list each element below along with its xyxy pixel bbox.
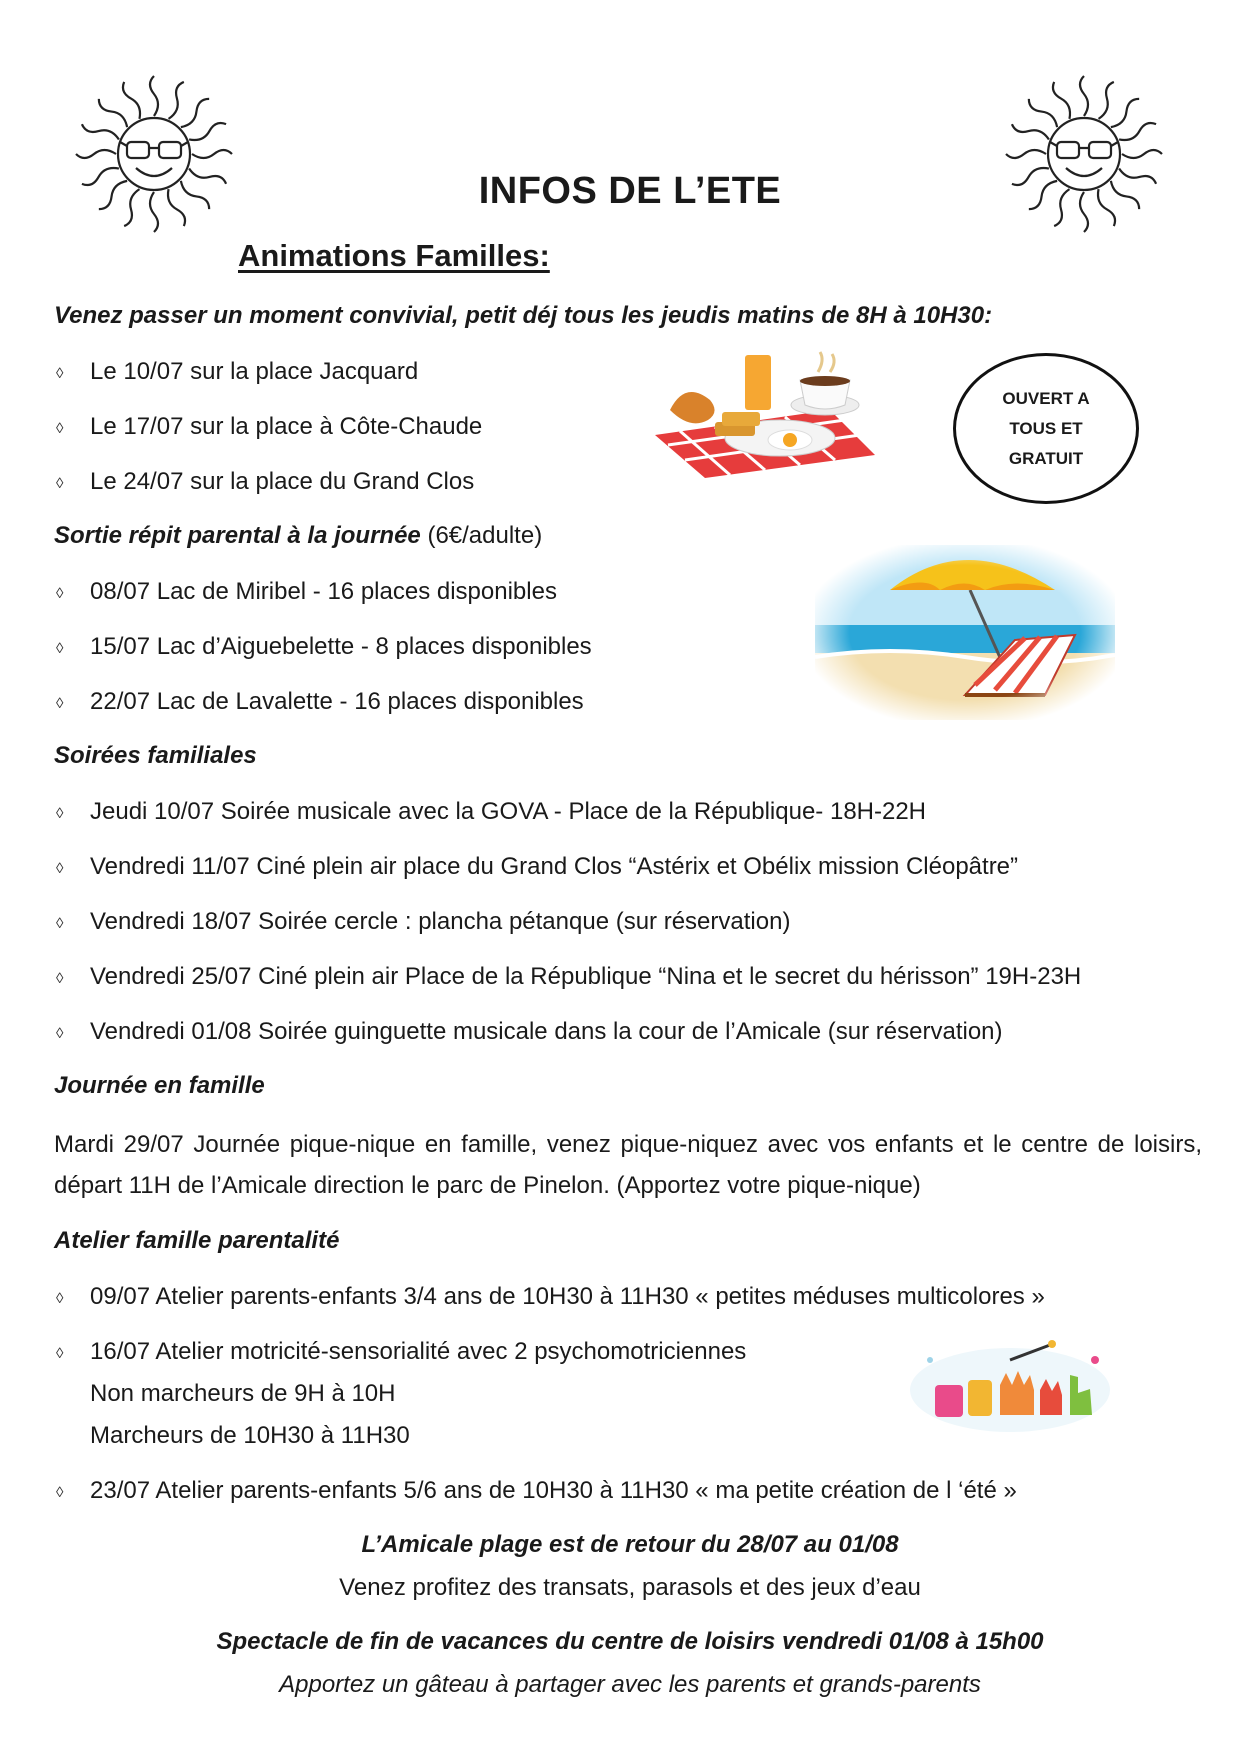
bullet-icon: ◊ <box>56 1345 64 1362</box>
list-item: Le 24/07 sur la place du Grand Clos <box>90 468 475 495</box>
bullet-icon: ◊ <box>56 1025 64 1042</box>
bullet-icon: ◊ <box>56 1484 64 1501</box>
list-item: 22/07 Lac de Lavalette - 16 places disponibles <box>90 688 584 715</box>
list-item: 16/07 Atelier motricité-sensorialité avec 2 psychomotriciennes <box>90 1338 747 1365</box>
evenings-heading: Soirées familiales <box>54 742 257 769</box>
list-item: Vendredi 11/07 Ciné plein air place du Grand Clos “Astérix et Obélix mission Cléopâtre” <box>90 853 1019 880</box>
beach-illustration <box>815 545 1115 720</box>
list-item: 09/07 Atelier parents-enfants 3/4 ans de 10H30 à 11H30 « petites méduses multicolores » <box>90 1283 1045 1310</box>
bullet-icon: ◊ <box>56 585 64 602</box>
bullet-icon: ◊ <box>56 420 64 437</box>
family-day-text: Mardi 29/07 Journée pique-nique en famille, venez pique-niquez avec vos enfants et le centre de loisirs, départ 11H de l’Amicale direction le parc de Pinelon. (Apportez votre pique-nique) <box>54 1131 1202 1199</box>
page-title: INFOS DE L’ETE <box>478 170 782 212</box>
list-item-subline: Marcheurs de 10H30 à 11H30 <box>90 1422 410 1449</box>
breakfast-illustration <box>650 350 880 480</box>
list-item: Vendredi 25/07 Ciné plein air Place de la République “Nina et le secret du hérisson” 19H-23H <box>90 963 1082 990</box>
breakfast-intro: Venez passer un moment convivial, petit déj tous les jeudis matins de 8H à 10H30: <box>54 302 993 329</box>
family-day-heading: Journée en famille <box>54 1072 265 1099</box>
bullet-icon: ◊ <box>56 970 64 987</box>
list-item: Le 17/07 sur la place à Côte-Chaude <box>90 413 483 440</box>
list-item: Jeudi 10/07 Soirée musicale avec la GOVA - Place de la République- 18H-22H <box>90 798 927 825</box>
section-subtitle: Animations Familles: <box>238 238 550 273</box>
respite-price: (6€/adulte) <box>427 522 543 549</box>
list-item: Le 10/07 sur la place Jacquard <box>90 358 419 385</box>
list-item: 15/07 Lac d’Aiguebelette - 8 places disponibles <box>90 633 592 660</box>
beach-text: Venez profitez des transats, parasols et des jeux d’eau <box>339 1574 921 1601</box>
list-item-subline: Non marcheurs de 9H à 10H <box>90 1380 396 1407</box>
bullet-icon: ◊ <box>56 915 64 932</box>
bullet-icon: ◊ <box>56 640 64 657</box>
list-item: 08/07 Lac de Miribel - 16 places disponibles <box>90 578 557 605</box>
painted-hands-illustration <box>900 1335 1120 1435</box>
respite-title: Sortie répit parental à la journée <box>54 522 421 549</box>
bullet-icon: ◊ <box>56 1290 64 1307</box>
badge-text: OUVERT A TOUS ET GRATUIT <box>1002 388 1090 468</box>
bullet-icon: ◊ <box>56 475 64 492</box>
list-item: Vendredi 01/08 Soirée guinguette musicale dans la cour de l’Amicale (sur réservation) <box>90 1018 1003 1045</box>
bullet-icon: ◊ <box>56 860 64 877</box>
workshops-heading: Atelier famille parentalité <box>54 1227 340 1254</box>
bullet-icon: ◊ <box>56 805 64 822</box>
list-item: 23/07 Atelier parents-enfants 5/6 ans de 10H30 à 11H30 « ma petite création de l ‘été » <box>90 1477 1017 1504</box>
show-text: Apportez un gâteau à partager avec les parents et grands-parents <box>279 1671 981 1698</box>
free-entry-badge <box>953 353 1139 504</box>
bullet-icon: ◊ <box>56 695 64 712</box>
show-title: Spectacle de fin de vacances du centre de loisirs vendredi 01/08 à 15h00 <box>216 1628 1044 1655</box>
beach-title: L’Amicale plage est de retour du 28/07 au 01/08 <box>361 1531 899 1558</box>
respite-heading <box>54 522 542 550</box>
list-item: Vendredi 18/07 Soirée cercle : plancha pétanque (sur réservation) <box>90 908 791 935</box>
bullet-icon: ◊ <box>56 365 64 382</box>
